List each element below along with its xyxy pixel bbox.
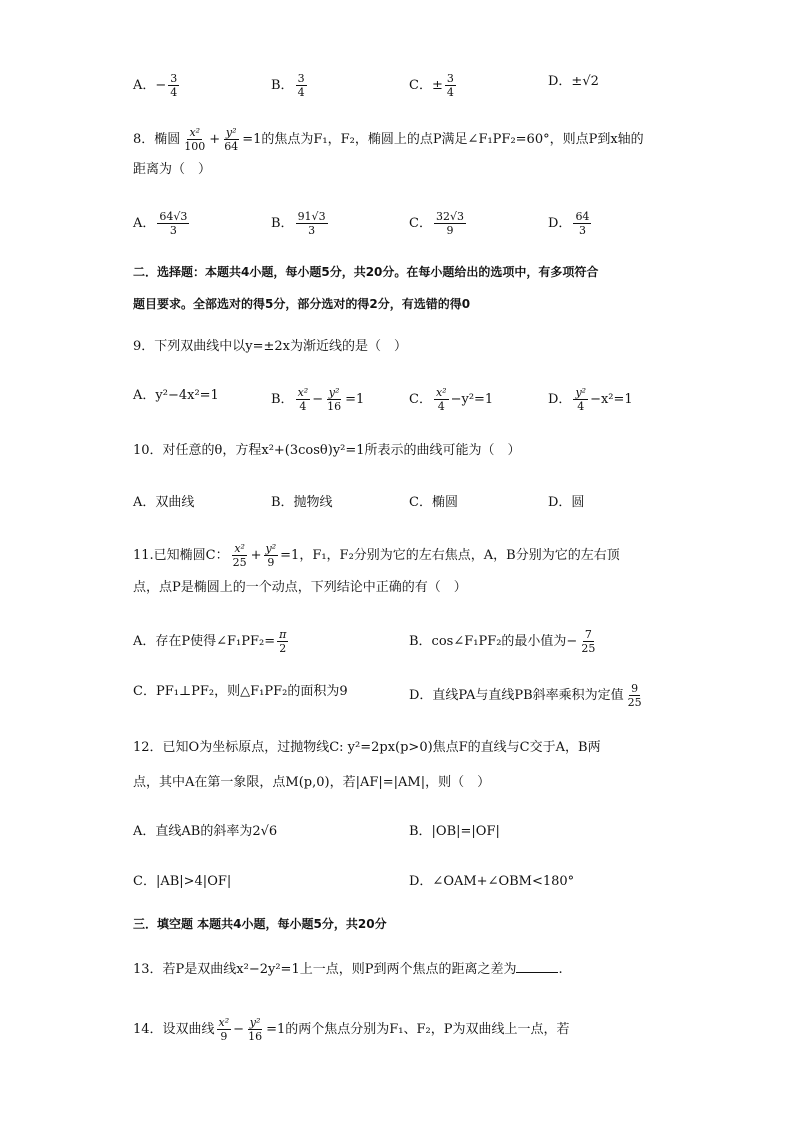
q9-option-b: B． $\frac{\text{x²}}{4}$ − $\frac{\text{y²}}{16}$ =1 [271,386,365,413]
q10-option-d: D．圆 [548,495,585,510]
q12-option-d: D．∠OAM+∠OBM<180° [409,874,575,889]
q10-option-b: B．抛物线 [271,495,333,510]
q11-stem-line2: 点，点P是椭圆上的一个动点，下列结论中正确的有（ ） [133,580,467,595]
q12-option-c: C．|AB|>4|OF| [133,874,232,889]
q8-option-d: D． $\frac{64}{3}$ [548,210,590,237]
q10-stem: 10．对任意的θ，方程x²+(3cosθ)y²=1所表示的曲线可能为（ ） [133,443,521,458]
q10-option-c: C．椭圆 [409,495,458,510]
q12-option-a: A．直线AB的斜率为2√6 [133,824,278,839]
q10-option-a: A．双曲线 [133,495,195,510]
answer-blank[interactable] [516,960,558,973]
q7-option-a: A．− $\frac{3}{4}$ [133,72,178,99]
q11-option-c: C．PF₁⊥PF₂，则△F₁PF₂的面积为9 [133,684,348,699]
q14-stem: 14．设双曲线 $\frac{\text{x²}}{9}$ − $\frac{\text{y²}}{16}$ =1的两个焦点分别为F₁、F₂，P为双曲线上一点，若 [133,1016,570,1043]
q12-stem-line2: 点，其中A在第一象限，点M(p,0)，若|AF|=|AM|，则（ ） [133,775,491,790]
q8-option-b: B． $\frac{91√3}{3}$ [271,210,326,237]
q8-option-c: C． $\frac{32√3}{9}$ [409,210,464,237]
q9-option-d: D． $\frac{\text{y²}}{4}$ −x²=1 [548,386,633,413]
q9-stem: 9．下列双曲线中以y=±2x为渐近线的是（ ） [133,339,408,354]
q7-option-b: B． $\frac{3}{4}$ [271,72,305,99]
section2-heading-line2: 题目要求。全部选对的得5分，部分选对的得2分，有选错的得0 [133,297,471,311]
section3-heading: 三．填空题 本题共4小题，每小题5分，共20分 [133,917,387,931]
q7-option-d: D．±√2 [548,74,599,89]
q11-option-b: B．cos∠F₁PF₂的最小值为− $\frac{7}{25}$ [409,628,596,655]
q9-option-a: A．y²−4x²=1 [133,388,219,403]
q8-stem: 8．椭圆 $\frac{\text{x²}}{100}$ + $\frac{\text{y²}}{64}$ =1的焦点为F₁，F₂，椭圆上的点P满足∠F₁PF₂=60°，则点P到x轴的 [133,126,644,153]
q7-option-c: C．± $\frac{3}{4}$ [409,72,454,99]
q12-stem: 12．已知O为坐标原点，过抛物线C: y²=2px(p>0)焦点F的直线与C交于A，B两 [133,740,601,755]
q9-option-c: C． $\frac{\text{x²}}{4}$ −y²=1 [409,386,494,413]
section2-heading: 二．选择题：本题共4小题，每小题5分，共20分。在每小题给出的选项中，有多项符合 [133,265,599,279]
q11-option-a: A．存在P使得∠F₁PF₂= $\frac{\pi}{2}$ [133,628,287,655]
q11-option-d: D．直线PA与直线PB斜率乘积为定值 $\frac{9}{25}$ [409,682,642,709]
q8-option-a: A． $\frac{64√3}{3}$ [133,210,188,237]
q12-option-b: B．|OB|=|OF| [409,824,500,839]
q8-stem-line2: 距离为（ ） [133,162,212,177]
q11-stem: 11.已知椭圆C： $\frac{\text{x²}}{25}$ + $\frac{\text{y²}}{9}$ =1，F₁，F₂分别为它的左右焦点，A，B分别为它的左右顶 [133,542,620,569]
q13-stem: 13．若P是双曲线x²−2y²=1上一点，则P到两个焦点的距离之差为 . [133,962,563,977]
